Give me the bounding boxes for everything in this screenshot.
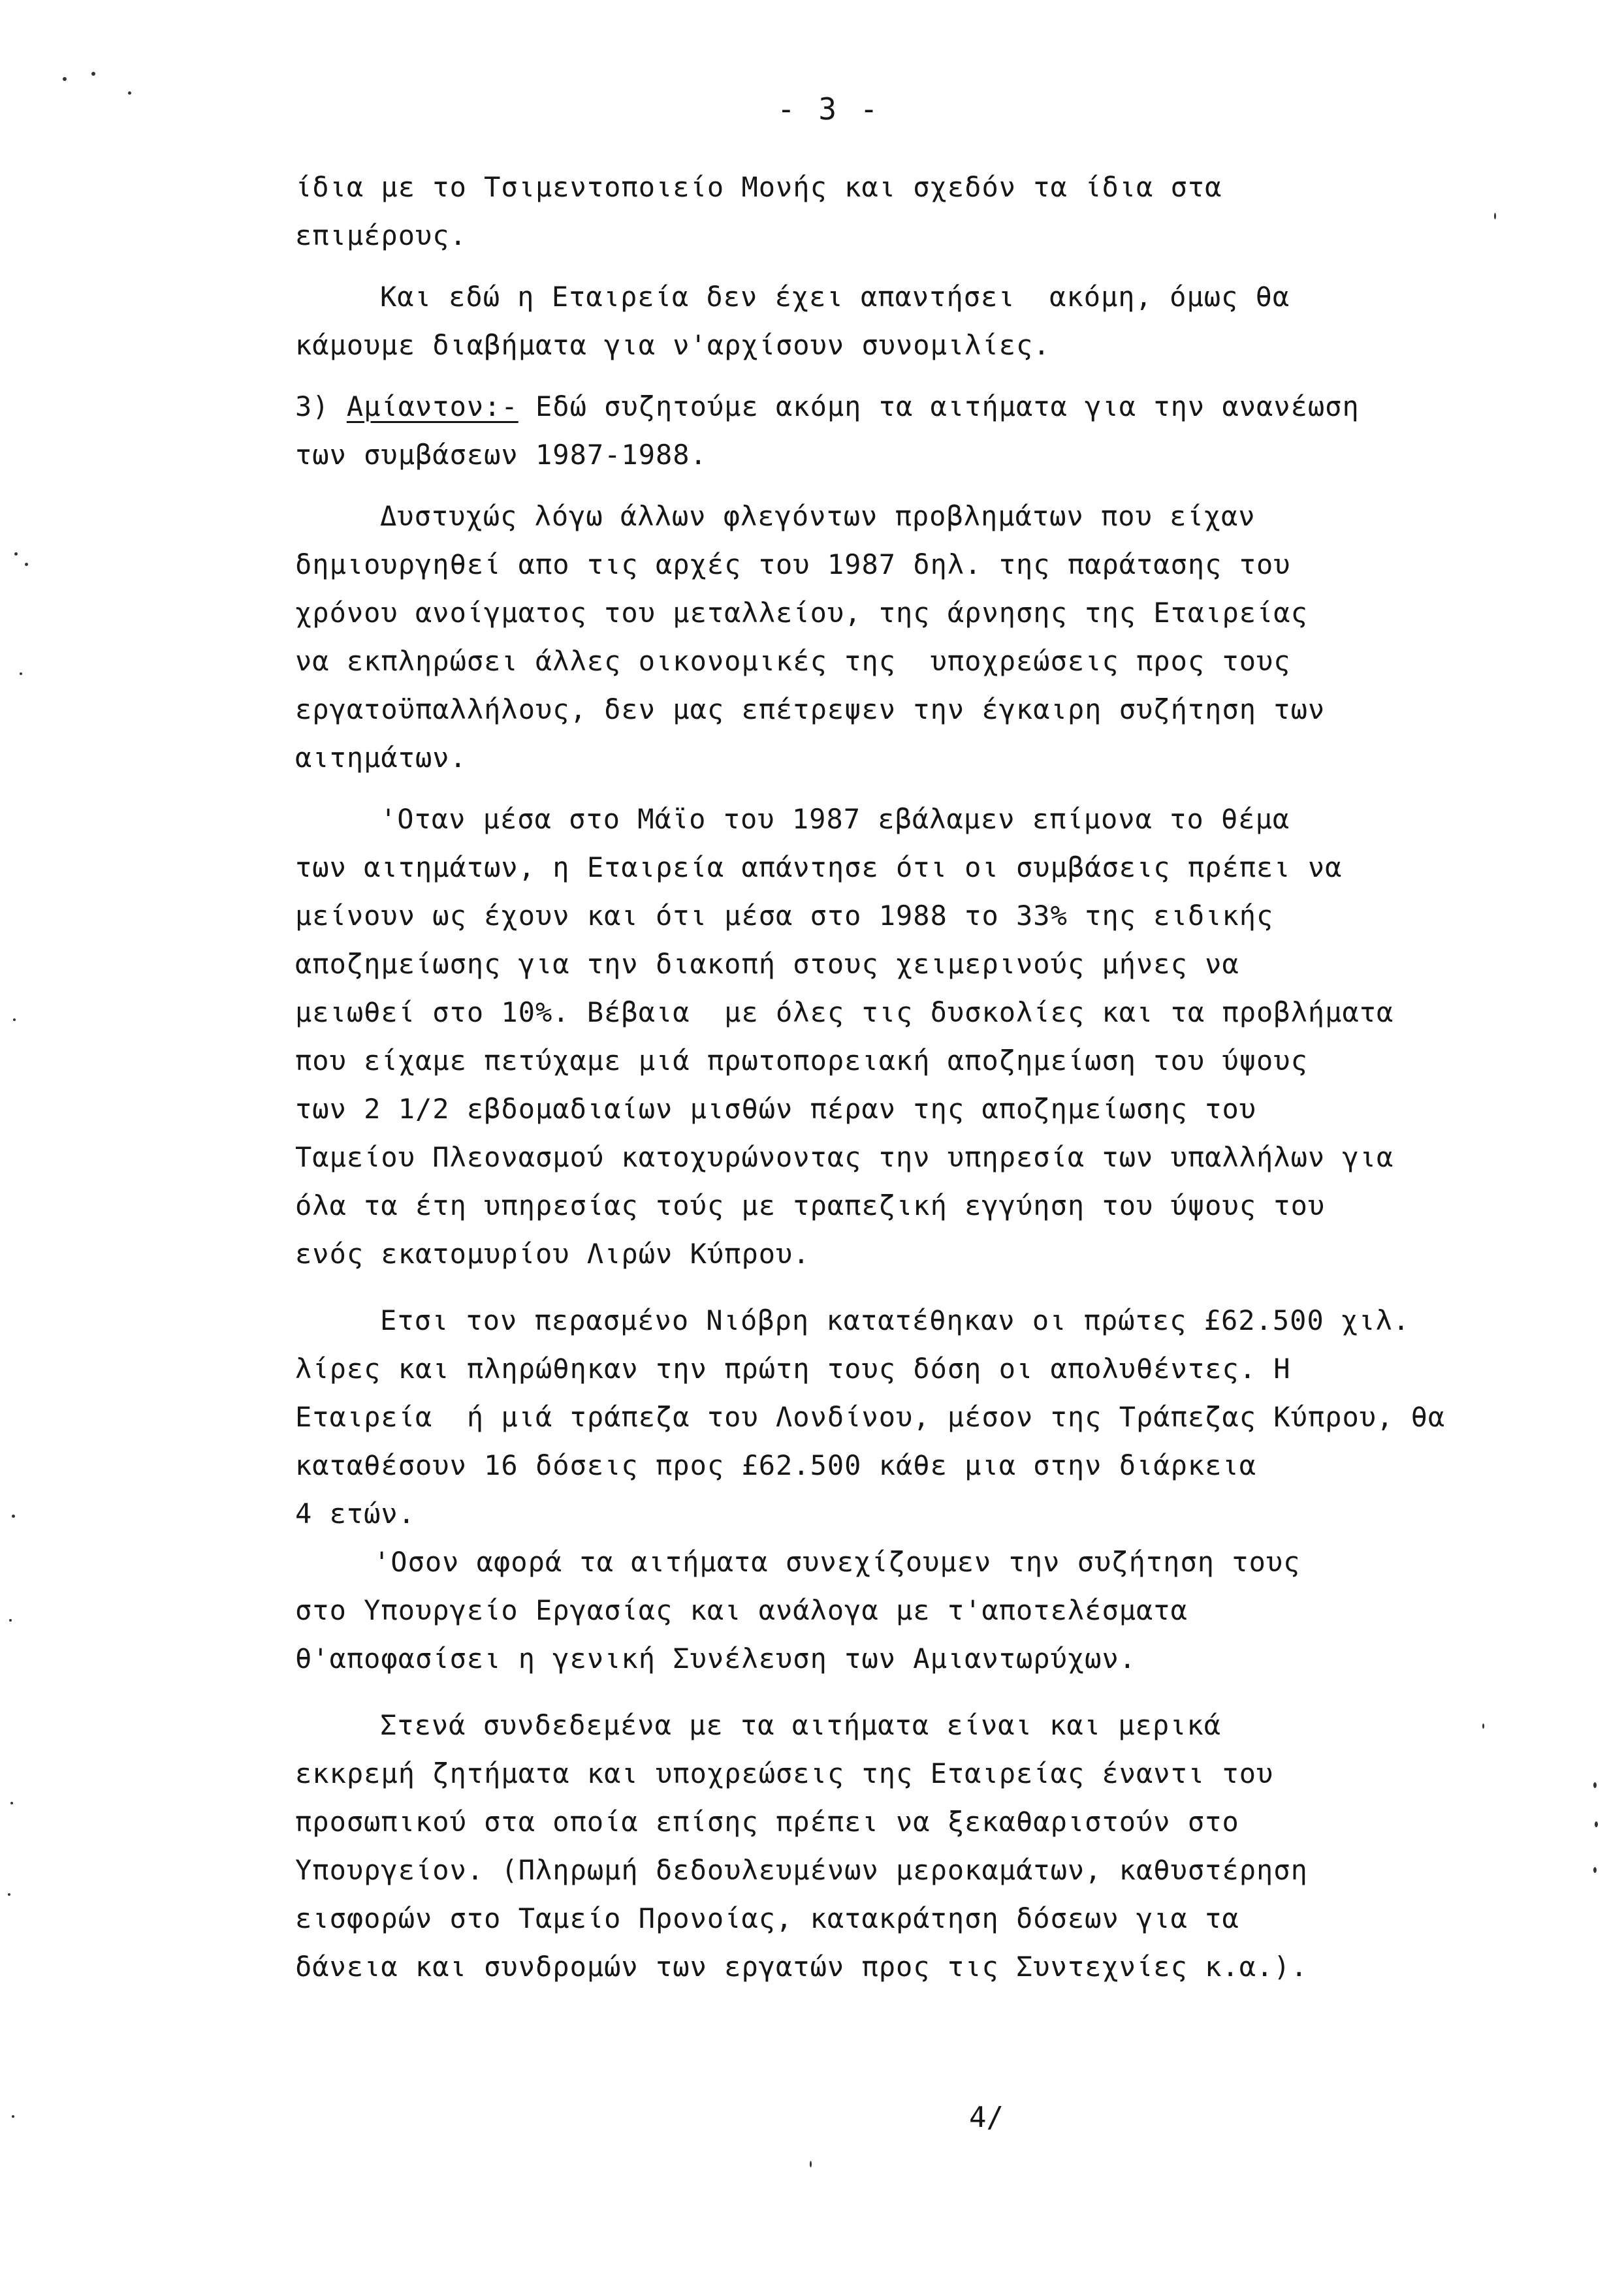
- paragraph-7-line-1: 'Οσον αφορά τα αιτήματα συνεχίζουμεν την συζήτηση τους: [374, 1546, 1301, 1578]
- section-3-number: 3): [295, 390, 347, 422]
- paragraph-5-line-4: αποζημείωσης για την διακοπή στους χειμερινούς μήνες να: [295, 948, 1239, 980]
- paragraph-5-line-9: όλα τα έτη υπηρεσίας τούς με τραπεζική εγγύηση του ύψους του: [295, 1189, 1326, 1221]
- continuation-marker: 4/: [969, 2101, 1004, 2134]
- paragraph-6-line-2: λίρες και πληρώθηκαν την πρώτη τους δόση οι απολυθέντες. Η: [295, 1353, 1291, 1385]
- scan-speck: [128, 91, 131, 95]
- paragraph-1-line-2: επιμέρους.: [295, 219, 467, 251]
- paragraph-8-line-3: προσωπικού στα οποία επίσης πρέπει να ξεκαθαριστούν στο: [295, 1806, 1239, 1838]
- paragraph-5-line-2: των αιτημάτων, η Εταιρεία απάντησε ότι οι συμβάσεις πρέπει να: [295, 851, 1343, 883]
- scan-speck: [12, 2115, 14, 2118]
- paragraph-4-line-1: Δυστυχώς λόγω άλλων φλεγόντων προβλημάτων που είχαν: [380, 500, 1256, 532]
- scan-speck: [810, 2161, 812, 2167]
- scan-speck: [14, 552, 18, 556]
- paragraph-5-line-8: Ταμείου Πλεονασμού κατοχυρώνοντας την υπηρεσία των υπαλλήλων για: [295, 1141, 1394, 1173]
- section-3-line-2: των συμβάσεων 1987-1988.: [295, 439, 707, 471]
- paragraph-6-line-3: Εταιρεία ή μιά τράπεζα του Λονδίνου, μέσον της Τράπεζας Κύπρου, θα: [295, 1401, 1446, 1433]
- paragraph-8-line-4: Υπουργείον. (Πληρωμή δεδουλευμένων μεροκαμάτων, καθυστέρηση: [295, 1854, 1308, 1886]
- paragraph-4-line-4: να εκπληρώσει άλλες οικονομικές της υποχρεώσεις προς τους: [295, 645, 1291, 677]
- paragraph-8-line-6: δάνεια και συνδρομών των εργατών προς τις Συντεχνίες κ.α.).: [295, 1951, 1308, 1983]
- paragraph-5-line-6: που είχαμε πετύχαμε μιά πρωτοπορειακή αποζημείωση του ύψους: [295, 1045, 1308, 1077]
- paragraph-2-line-2: κάμουμε διαβήματα για ν'αρχίσουν συνομιλίες.: [295, 329, 1051, 361]
- paragraph-5-line-10: ενός εκατομυρίου Λιρών Κύπρου.: [295, 1238, 810, 1270]
- paragraph-7-line-3: θ'αποφασίσει η γενική Συνέλευση των Αμιαντωρύχων.: [295, 1643, 1137, 1675]
- scan-speck: [10, 1802, 13, 1804]
- section-3-heading: Αμίαντον:-: [346, 390, 518, 422]
- paragraph-4-line-6: αιτημάτων.: [295, 742, 467, 774]
- document-body: [295, 163, 1575, 1991]
- paragraph-1-line-1: ίδια με το Τσιμεντοποιείο Μονής και σχεδόν τα ίδια στα: [295, 171, 1222, 203]
- scan-speck: [1482, 1723, 1484, 1729]
- scan-speck: [9, 1619, 12, 1622]
- paragraph-4-line-5: εργατοϋπαλλήλους, δεν μας επέτρεψεν την έγκαιρη συζήτηση των: [295, 693, 1326, 725]
- scan-speck: [91, 72, 95, 76]
- section-3-line-1: [295, 383, 1575, 431]
- paragraph-4-line-3: χρόνου ανοίγματος του μεταλλείου, της άρνησης της Εταιρείας: [295, 597, 1308, 629]
- paragraph-6-line-5: 4 ετών.: [295, 1498, 416, 1530]
- scan-speck: [20, 672, 22, 675]
- paragraph-6-line-4: καταθέσουν 16 δόσεις προς £62.500 κάθε μια στην διάρκεια: [295, 1449, 1257, 1481]
- scan-speck: [25, 563, 28, 566]
- scan-speck: [1593, 1867, 1597, 1873]
- paragraph-8-line-5: εισφορών στο Ταμείο Προνοίας, κατακράτηση δόσεων για τα: [295, 1902, 1239, 1934]
- paragraph-7-line-2: στο Υπουργείο Εργασίας και ανάλογα με τ'αποτελέσματα: [295, 1594, 1188, 1626]
- paragraph-2-line-1: Και εδώ η Εταιρεία δεν έχει απαντήσει ακόμη, όμως θα: [380, 281, 1290, 313]
- scan-speck: [1494, 213, 1496, 219]
- paragraph-5-line-7: των 2 1/2 εβδομαδιαίων μισθών πέραν της αποζημείωσης του: [295, 1093, 1257, 1125]
- paragraph-4-line-2: δημιουργηθεί απο τις αρχές του 1987 δηλ. της παράτασης του: [295, 548, 1291, 580]
- paragraph-5-line-1: 'Οταν μέσα στο Μάϊο του 1987 εβάλαμεν επίμονα το θέμα: [380, 803, 1290, 835]
- paragraph-8-line-1: Στενά συνδεδεμένα με τα αιτήματα είναι και μερικά: [380, 1709, 1222, 1741]
- paragraph-5-line-3: μείνουν ως έχουν και ότι μέσα στο 1988 το 33% της ειδικής: [295, 900, 1274, 932]
- scan-speck: [8, 1893, 10, 1896]
- scan-speck: [12, 1515, 15, 1518]
- paragraph-6-line-1: Ετσι τον περασμένο Νιόβρη κατατέθηκαν οι πρώτες £62.500 χιλ.: [380, 1304, 1410, 1336]
- scan-speck: [1593, 1782, 1597, 1788]
- scan-speck: [1595, 1821, 1598, 1827]
- scan-speck: [13, 1018, 16, 1021]
- paragraph-5-line-5: μειωθεί στο 10%. Βέβαια με όλες τις δυσκολίες και τα προβλήματα: [295, 996, 1394, 1028]
- paragraph-8-line-2: εκκρεμή ζητήματα και υποχρεώσεις της Εταιρείας έναντι του: [295, 1757, 1274, 1789]
- section-3-first-text: Εδώ συζητούμε ακόμη τα αιτήματα για την ανανέωση: [518, 390, 1360, 422]
- scan-speck: [63, 77, 67, 81]
- page-number: - 3 -: [777, 91, 881, 127]
